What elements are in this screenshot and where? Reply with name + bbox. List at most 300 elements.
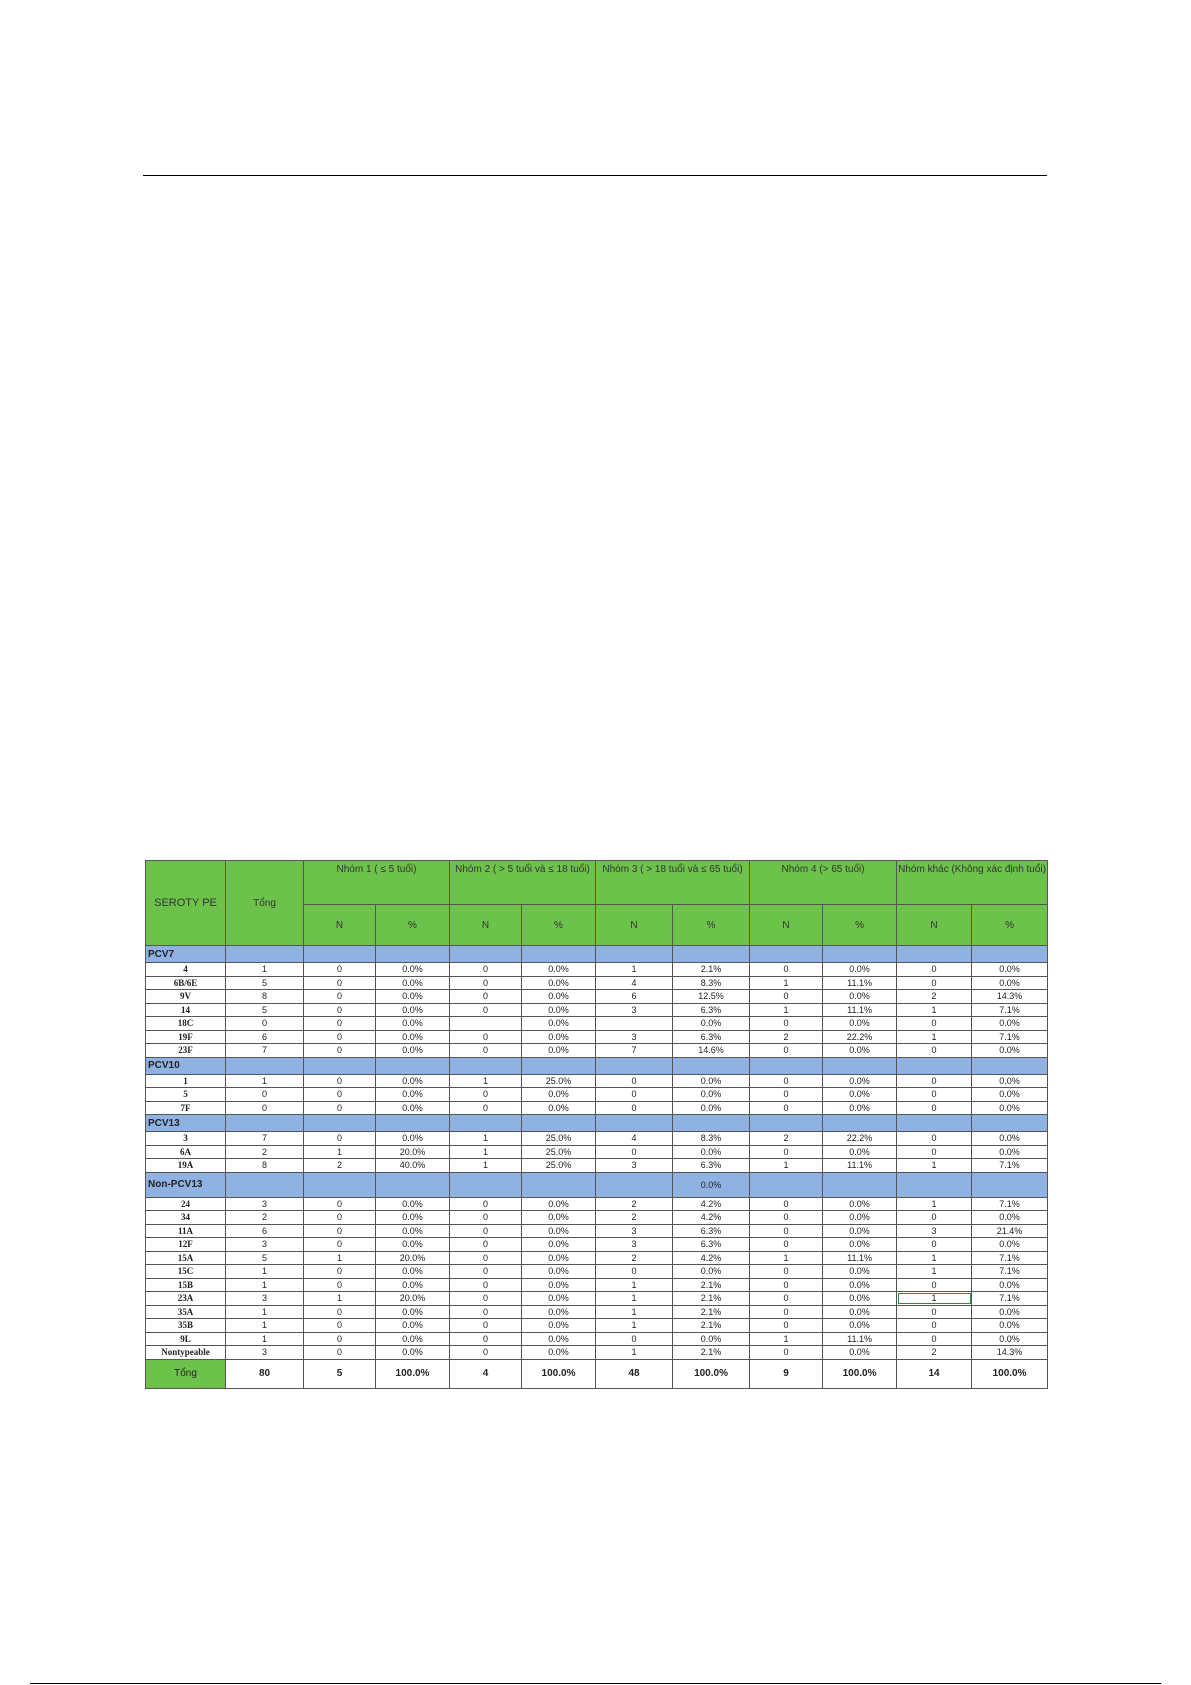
table-cell: 4 <box>596 1132 673 1146</box>
table-cell: 0 <box>596 1145 673 1159</box>
table-cell: 0.0% <box>972 1319 1048 1333</box>
table-cell: 0 <box>304 1305 376 1319</box>
table-cell: 0.0% <box>376 1332 450 1346</box>
table-cell: 0 <box>750 1017 823 1031</box>
table-cell: 0.0% <box>522 976 596 990</box>
table-cell: 7.1% <box>972 1292 1048 1306</box>
table-cell: 1 <box>897 1265 972 1279</box>
table-cell: 6.3% <box>673 1238 750 1252</box>
header-pct: % <box>376 905 450 946</box>
group-cell <box>897 1115 972 1132</box>
table-cell: 0.0% <box>376 1101 450 1115</box>
table-cell: 1 <box>897 1292 972 1306</box>
table-cell: 20.0% <box>376 1251 450 1265</box>
table-cell: 0.0% <box>522 1017 596 1031</box>
table-row <box>146 1197 1048 1211</box>
table-cell: 0 <box>304 1017 376 1031</box>
table-cell: 0 <box>750 1074 823 1088</box>
serotype-cell: 18C <box>146 1017 226 1031</box>
table-row <box>146 1159 1048 1173</box>
table-cell: 0 <box>897 1074 972 1088</box>
table-cell: 0 <box>304 1074 376 1088</box>
table-cell: 0.0% <box>972 1278 1048 1292</box>
header-group-1: Nhóm 1 ( ≤ 5 tuổi) <box>304 861 450 905</box>
serotype-cell: 34 <box>146 1211 226 1225</box>
table-cell: 0 <box>596 1265 673 1279</box>
total-cell: 48 <box>596 1359 673 1388</box>
table-cell: 3 <box>596 1003 673 1017</box>
table-cell: 4 <box>596 976 673 990</box>
group-cell <box>596 1172 673 1197</box>
table-cell: 2 <box>596 1251 673 1265</box>
group-cell <box>897 1172 972 1197</box>
table-cell: 0 <box>897 1238 972 1252</box>
table-row <box>146 1238 1048 1252</box>
table-cell: 0 <box>304 1211 376 1225</box>
group-cell <box>522 946 596 963</box>
table-cell: 5 <box>226 976 304 990</box>
table-cell: 6.3% <box>673 1159 750 1173</box>
table-cell: 0.0% <box>972 1211 1048 1225</box>
table-cell: 0.0% <box>376 1088 450 1102</box>
table-cell: 2.1% <box>673 1305 750 1319</box>
group-cell <box>750 1057 823 1074</box>
table-cell: 2 <box>596 1211 673 1225</box>
table-cell: 20.0% <box>376 1292 450 1306</box>
table-cell: 1 <box>450 1074 522 1088</box>
group-cell <box>823 946 897 963</box>
table-cell: 0.0% <box>522 1319 596 1333</box>
table-cell: 0.0% <box>972 1101 1048 1115</box>
table-cell: 0 <box>304 1197 376 1211</box>
total-label: Tổng <box>146 1359 226 1388</box>
table-row <box>146 1305 1048 1319</box>
serotype-cell: 19F <box>146 1030 226 1044</box>
serotype-cell: 11A <box>146 1224 226 1238</box>
table-cell: 1 <box>226 1265 304 1279</box>
header-n: N <box>304 905 376 946</box>
group-cell <box>450 1115 522 1132</box>
table-cell: 0.0% <box>823 1211 897 1225</box>
table-cell: 0 <box>450 1211 522 1225</box>
table-cell: 1 <box>750 1159 823 1173</box>
table-cell: 4.2% <box>673 1197 750 1211</box>
table-cell: 8.3% <box>673 976 750 990</box>
table-cell: 1 <box>450 1159 522 1173</box>
group-cell <box>376 1115 450 1132</box>
table-cell: 0 <box>304 1346 376 1360</box>
table-cell: 0.0% <box>823 1319 897 1333</box>
table-cell: 0 <box>450 1003 522 1017</box>
table-row <box>146 1224 1048 1238</box>
table-cell: 0.0% <box>673 1088 750 1102</box>
table-cell: 0 <box>897 1211 972 1225</box>
header-pct: % <box>522 905 596 946</box>
group-cell <box>972 1172 1048 1197</box>
table-row <box>146 1292 1048 1306</box>
serotype-cell: 15A <box>146 1251 226 1265</box>
group-cell <box>972 1057 1048 1074</box>
table-cell: 0 <box>450 1319 522 1333</box>
table-cell: 1 <box>596 1319 673 1333</box>
table-cell: 0.0% <box>972 976 1048 990</box>
table-cell: 0.0% <box>823 1292 897 1306</box>
table-cell: 14.3% <box>972 1346 1048 1360</box>
table-row <box>146 1319 1048 1333</box>
table-cell: 3 <box>226 1292 304 1306</box>
serotype-cell: 9L <box>146 1332 226 1346</box>
group-cell <box>823 1057 897 1074</box>
table-row <box>146 1211 1048 1225</box>
table-cell: 0.0% <box>522 1197 596 1211</box>
table-cell: 7 <box>226 1132 304 1146</box>
table-cell: 6 <box>226 1030 304 1044</box>
table-cell: 8 <box>226 1159 304 1173</box>
table-cell: 11.1% <box>823 1251 897 1265</box>
total-cell: 80 <box>226 1359 304 1388</box>
table-cell: 4.2% <box>673 1211 750 1225</box>
table-cell: 1 <box>596 1346 673 1360</box>
table-cell: 1 <box>226 1319 304 1333</box>
table-cell: 11.1% <box>823 1003 897 1017</box>
table-cell: 1 <box>226 1305 304 1319</box>
table-cell: 7.1% <box>972 1030 1048 1044</box>
table-cell: 0.0% <box>522 1211 596 1225</box>
table-row <box>146 963 1048 977</box>
table-cell: 0 <box>750 1265 823 1279</box>
table-cell: 0.0% <box>376 1319 450 1333</box>
table-cell: 6 <box>226 1224 304 1238</box>
table-cell: 0 <box>897 1332 972 1346</box>
table-cell: 0.0% <box>972 1145 1048 1159</box>
table-cell: 0.0% <box>376 1074 450 1088</box>
table-cell: 0.0% <box>376 1346 450 1360</box>
group-cell <box>226 946 304 963</box>
header-n: N <box>897 905 972 946</box>
table-cell: 2.1% <box>673 963 750 977</box>
table-cell: 5 <box>226 1003 304 1017</box>
table-cell: 25.0% <box>522 1159 596 1173</box>
total-cell: 5 <box>304 1359 376 1388</box>
table-cell: 0 <box>450 1292 522 1306</box>
table-row <box>146 1278 1048 1292</box>
table-cell: 1 <box>897 1197 972 1211</box>
table-cell: 0 <box>304 990 376 1004</box>
serotype-cell: 9V <box>146 990 226 1004</box>
table-cell: 1 <box>226 963 304 977</box>
table-cell: 1 <box>450 1132 522 1146</box>
table-cell: 1 <box>596 1305 673 1319</box>
table-cell: 0.0% <box>376 1017 450 1031</box>
header-n: N <box>596 905 673 946</box>
table-cell: 0.0% <box>376 1224 450 1238</box>
table-cell: 0.0% <box>522 1101 596 1115</box>
table-cell: 1 <box>226 1074 304 1088</box>
table-cell: 2 <box>897 990 972 1004</box>
table-row <box>146 1145 1048 1159</box>
table-cell: 3 <box>596 1159 673 1173</box>
table-row <box>146 1017 1048 1031</box>
table-cell: 0 <box>450 1278 522 1292</box>
group-cell <box>450 1057 522 1074</box>
group-cell <box>522 1057 596 1074</box>
serotype-cell: 12F <box>146 1238 226 1252</box>
table-cell: 11.1% <box>823 1159 897 1173</box>
table-cell: 0 <box>450 1346 522 1360</box>
total-cell: 100.0% <box>522 1359 596 1388</box>
table-cell: 0.0% <box>972 1017 1048 1031</box>
table-cell: 0.0% <box>376 990 450 1004</box>
table-row <box>146 976 1048 990</box>
table-cell: 3 <box>226 1238 304 1252</box>
table-cell: 0.0% <box>972 1132 1048 1146</box>
table-cell: 0.0% <box>823 1305 897 1319</box>
group-row <box>146 1057 1048 1074</box>
table-cell: 0 <box>750 1101 823 1115</box>
group-cell <box>750 1115 823 1132</box>
table-cell: 0.0% <box>376 1211 450 1225</box>
table-cell: 0 <box>750 1238 823 1252</box>
table-cell: 0.0% <box>376 976 450 990</box>
table-cell: 12.5% <box>673 990 750 1004</box>
table-cell: 0 <box>897 1305 972 1319</box>
table-row <box>146 1101 1048 1115</box>
group-cell <box>897 1057 972 1074</box>
table-cell: 1 <box>596 963 673 977</box>
table-cell: 1 <box>226 1278 304 1292</box>
table-cell: 7 <box>226 1044 304 1058</box>
table-cell: 0 <box>897 1132 972 1146</box>
table-cell: 0.0% <box>823 1346 897 1360</box>
table-cell: 0 <box>750 1319 823 1333</box>
table-cell: 0 <box>450 1030 522 1044</box>
table-cell: 7.1% <box>972 1159 1048 1173</box>
table-cell: 0 <box>304 963 376 977</box>
table-cell: 0.0% <box>972 1044 1048 1058</box>
table-cell: 0 <box>596 1332 673 1346</box>
group-cell <box>897 946 972 963</box>
table-row <box>146 1088 1048 1102</box>
table-cell: 0 <box>304 1319 376 1333</box>
table-cell: 7.1% <box>972 1197 1048 1211</box>
table-cell: 0 <box>750 1088 823 1102</box>
table-row <box>146 1044 1048 1058</box>
table-cell: 0 <box>897 1278 972 1292</box>
header-total: Tổng <box>226 861 304 946</box>
serotype-cell: 24 <box>146 1197 226 1211</box>
table-cell: 0 <box>304 1132 376 1146</box>
table-cell: 0 <box>304 1224 376 1238</box>
group-cell <box>522 1115 596 1132</box>
table-cell: 0.0% <box>376 1003 450 1017</box>
table-cell: 11.1% <box>823 976 897 990</box>
table-cell: 0 <box>450 1305 522 1319</box>
group-cell <box>972 1115 1048 1132</box>
total-cell: 100.0% <box>376 1359 450 1388</box>
table-cell: 0.0% <box>823 1265 897 1279</box>
group-cell <box>596 1057 673 1074</box>
table-cell: 8.3% <box>673 1132 750 1146</box>
table-cell: 0 <box>897 976 972 990</box>
table-cell: 0 <box>750 1197 823 1211</box>
group-cell <box>226 1172 304 1197</box>
group-name: PCV13 <box>146 1115 226 1132</box>
table-row <box>146 1003 1048 1017</box>
serotype-cell: 6A <box>146 1145 226 1159</box>
table-cell <box>596 1017 673 1031</box>
table-cell: 3 <box>596 1030 673 1044</box>
table-header <box>146 861 1048 946</box>
table-cell: 0 <box>304 1265 376 1279</box>
table-cell: 0.0% <box>376 1044 450 1058</box>
table-cell: 0 <box>897 1101 972 1115</box>
table-cell: 0 <box>750 1211 823 1225</box>
group-cell <box>450 1172 522 1197</box>
table-cell: 0.0% <box>823 1145 897 1159</box>
table-cell: 0 <box>450 1251 522 1265</box>
group-cell <box>304 1172 376 1197</box>
table-cell: 0 <box>897 1319 972 1333</box>
header-group-3: Nhóm 3 ( > 18 tuổi và ≤ 65 tuổi) <box>596 861 750 905</box>
table-cell: 0 <box>304 1044 376 1058</box>
table-cell: 0.0% <box>823 1044 897 1058</box>
table-cell: 0 <box>897 1044 972 1058</box>
table-cell: 0 <box>596 1101 673 1115</box>
table-cell: 0 <box>450 1238 522 1252</box>
table-cell: 2.1% <box>673 1278 750 1292</box>
table-cell: 0.0% <box>972 1238 1048 1252</box>
table-cell: 1 <box>596 1278 673 1292</box>
table-cell: 0 <box>450 990 522 1004</box>
table-row <box>146 1074 1048 1088</box>
table-cell: 0 <box>226 1017 304 1031</box>
table-cell: 0 <box>897 963 972 977</box>
total-cell: 100.0% <box>823 1359 897 1388</box>
group-cell <box>450 946 522 963</box>
table-cell: 0 <box>450 976 522 990</box>
table-cell: 2.1% <box>673 1319 750 1333</box>
serotype-cell: 35B <box>146 1319 226 1333</box>
table-cell: 0.0% <box>823 1088 897 1102</box>
table-cell: 2 <box>897 1346 972 1360</box>
table-cell: 6.3% <box>673 1003 750 1017</box>
table-cell: 0.0% <box>972 963 1048 977</box>
table-cell: 0 <box>450 1101 522 1115</box>
serotype-cell: Nontypeable <box>146 1346 226 1360</box>
table-cell: 0.0% <box>376 1265 450 1279</box>
group-name: PCV10 <box>146 1057 226 1074</box>
table-cell: 0.0% <box>522 1292 596 1306</box>
table-cell: 8 <box>226 990 304 1004</box>
serotype-table-container <box>145 860 1047 1389</box>
table-cell: 0.0% <box>972 1088 1048 1102</box>
total-cell: 100.0% <box>972 1359 1048 1388</box>
group-row <box>146 946 1048 963</box>
serotype-cell: 4 <box>146 963 226 977</box>
table-cell: 0 <box>450 1265 522 1279</box>
serotype-cell: 23F <box>146 1044 226 1058</box>
table-cell: 6.3% <box>673 1030 750 1044</box>
table-cell: 1 <box>750 1251 823 1265</box>
table-cell: 25.0% <box>522 1132 596 1146</box>
table-cell: 0.0% <box>522 990 596 1004</box>
group-cell <box>750 1172 823 1197</box>
table-cell: 25.0% <box>522 1074 596 1088</box>
table-cell: 0.0% <box>673 1074 750 1088</box>
total-cell: 4 <box>450 1359 522 1388</box>
table-cell: 0 <box>304 1238 376 1252</box>
group-name: PCV7 <box>146 946 226 963</box>
table-cell: 0 <box>750 990 823 1004</box>
table-cell: 0.0% <box>522 1265 596 1279</box>
serotype-cell: 6B/6E <box>146 976 226 990</box>
group-cell <box>522 1172 596 1197</box>
table-cell: 0.0% <box>972 1305 1048 1319</box>
table-cell: 1 <box>450 1145 522 1159</box>
table-cell: 2 <box>596 1197 673 1211</box>
table-cell: 0.0% <box>522 1251 596 1265</box>
table-cell: 21.4% <box>972 1224 1048 1238</box>
table-cell: 0 <box>226 1101 304 1115</box>
table-cell: 0.0% <box>376 963 450 977</box>
table-row <box>146 1332 1048 1346</box>
table-cell: 1 <box>750 1332 823 1346</box>
serotype-cell: 23A <box>146 1292 226 1306</box>
table-cell: 0 <box>450 1044 522 1058</box>
table-row <box>146 1265 1048 1279</box>
total-cell: 14 <box>897 1359 972 1388</box>
table-cell: 20.0% <box>376 1145 450 1159</box>
header-pct: % <box>823 905 897 946</box>
header-pct: % <box>673 905 750 946</box>
group-cell <box>972 946 1048 963</box>
table-cell: 0.0% <box>522 1346 596 1360</box>
group-cell <box>823 1115 897 1132</box>
table-cell: 2 <box>750 1132 823 1146</box>
table-cell: 0.0% <box>673 1265 750 1279</box>
table-cell: 0.0% <box>376 1238 450 1252</box>
group-cell <box>226 1115 304 1132</box>
table-cell: 7 <box>596 1044 673 1058</box>
table-cell: 0.0% <box>522 1278 596 1292</box>
table-cell: 0.0% <box>823 1238 897 1252</box>
table-cell: 0.0% <box>823 1278 897 1292</box>
table-cell: 0.0% <box>522 1332 596 1346</box>
table-cell: 22.2% <box>823 1132 897 1146</box>
table-cell: 3 <box>226 1346 304 1360</box>
table-cell: 0.0% <box>823 963 897 977</box>
table-cell: 1 <box>897 1003 972 1017</box>
table-cell: 7.1% <box>972 1265 1048 1279</box>
serotype-cell: 15C <box>146 1265 226 1279</box>
table-cell: 0 <box>304 1088 376 1102</box>
table-cell: 0.0% <box>673 1017 750 1031</box>
table-cell: 2 <box>226 1211 304 1225</box>
table-cell: 0.0% <box>823 1224 897 1238</box>
table-cell: 0 <box>304 1101 376 1115</box>
header-rule <box>143 175 1047 176</box>
group-row <box>146 1115 1048 1132</box>
table-cell: 7.1% <box>972 1003 1048 1017</box>
table-cell: 2.1% <box>673 1346 750 1360</box>
group-cell <box>226 1057 304 1074</box>
serotype-cell: 19A <box>146 1159 226 1173</box>
table-cell: 2 <box>226 1145 304 1159</box>
group-cell <box>673 1057 750 1074</box>
group-cell <box>304 946 376 963</box>
group-cell <box>304 1115 376 1132</box>
table-cell: 0 <box>596 1074 673 1088</box>
